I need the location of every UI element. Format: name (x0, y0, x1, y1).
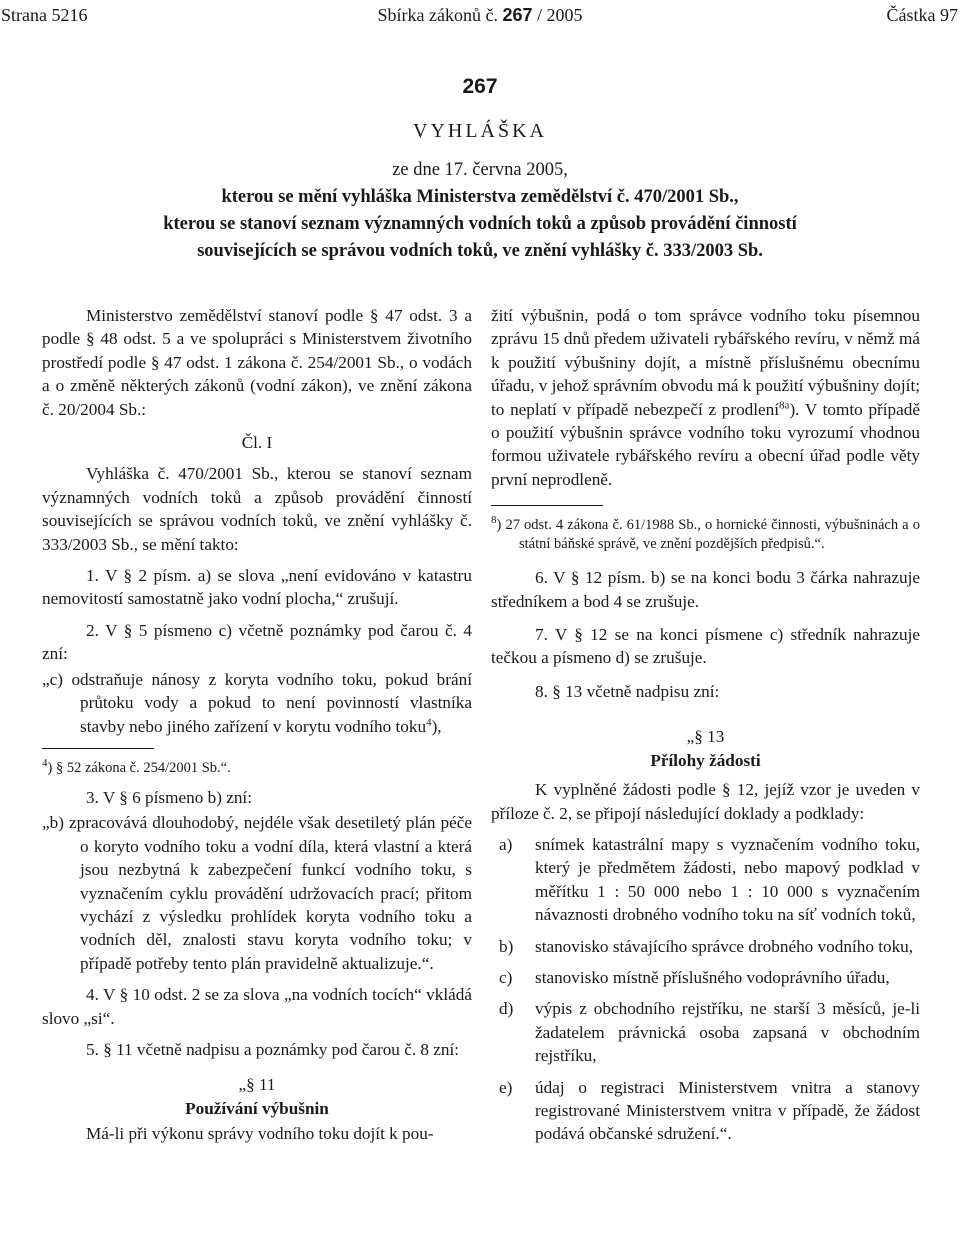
list-item-text: údaj o registraci Ministerstvem vnitra a stanovy registrované Ministerstvem vnitra v případě, že žádost podává občanské sdružení.“. (535, 1077, 920, 1144)
list-item (491, 833, 920, 927)
article-heading: Čl. I (241, 433, 273, 453)
section-11-continuation (491, 304, 920, 491)
running-header (0, 4, 960, 30)
list-item-label: b) (499, 936, 514, 956)
collection-name: Sbírka zákonů č. (377, 5, 498, 25)
continuation-part-a: žití výbušnin, podá o tom správce vodního toku písemnou zprávu 15 dnů předem uživateli rybářského revíru, v němž má k použití výbušniny dojít, a místně příslušnému obecnímu úřadu, v jehož správním obvodu má k použití výbušniny dojít; to neplatí v případě nebezpečí z prodlení (491, 306, 920, 419)
quote-b-label: „b) (42, 813, 64, 833)
section-11-text: Má-li při výkonu správy vodního toku dojít k pou- (86, 1124, 434, 1144)
section-11-title: Používání výbušnin (185, 1098, 329, 1118)
point-2: 2. V § 5 písmeno c) včetně poznámky pod čarou č. 4 zní: (42, 620, 472, 664)
quote-c-end: ), (431, 716, 442, 736)
point-8: 8. § 13 včetně nadpisu zní: (535, 681, 720, 701)
document-subtitle (60, 157, 900, 265)
left-column (42, 304, 472, 1146)
point-1: 1. V § 2 písm. a) se slova „není evidováno v katastru nemovitostí samostatně jako vodní plocha,“ zrušují. (42, 566, 472, 609)
subtitle-line-1: kterou se mění vyhláška Ministerstva zemědělství č. 470/2001 Sb., (221, 187, 739, 207)
footnote-4-mark: 4 (42, 757, 48, 770)
collection-title (0, 4, 960, 27)
subtitle-line-3: souvisejících se správou vodních toků, ve znění vyhlášky č. 333/2003 Sb. (197, 241, 763, 261)
section-11-number: „§ 11 (238, 1075, 276, 1095)
list-item-label: e) (499, 1077, 513, 1097)
subtitle-line-2: kterou se stanoví seznam významných vodních toků a způsob provádění činností (163, 214, 797, 234)
collection-number: 267 (502, 5, 533, 25)
footnote-8-text: 27 odst. 4 zákona č. 61/1988 Sb., o hornické činnosti, výbušninách a o státní báňské správě, ve znění pozdějších předpisů.“. (505, 517, 920, 553)
footnote-8: $^8$) 27 odst. 4 zákona č. 61/1988 Sb., o hornické činnosti, výbušninách a o státní báňské správě, ve znění pozdějších předpisů.“. (491, 514, 920, 553)
list-item-text: snímek katastrální mapy s vyznačením vodního toku, který je předmětem žádosti, nebo mapový podklad v měřítku 1 : 50 000 nebo 1 : 10 000 s vyznačením návaznosti drobného vodního toku na síť vodních toků, (535, 834, 920, 925)
point-6: 6. V § 12 písm. b) se na konci bodu 3 čárka nahrazuje středníkem a bod 4 se zrušuje. (491, 568, 920, 611)
section-13-intro: K vyplněné žádosti podle § 12, jejíž vzor je uveden v příloze č. 2, se připojí následující doklady a podklady: (491, 780, 920, 823)
point-5: 5. § 11 včetně nadpisu a poznámky pod čarou č. 8 zní: (86, 1039, 460, 1059)
list-item-label: d) (499, 999, 514, 1019)
list-item (491, 997, 920, 1067)
quote-b (42, 811, 472, 975)
list-item-text: stanovisko stávajícího správce drobného vodního toku, (535, 936, 914, 956)
footnote-divider-8 (491, 505, 603, 506)
document-number: 267 (462, 75, 498, 98)
attachment-list (491, 833, 920, 1146)
quote-c-label: „c) (42, 669, 63, 689)
quote-c (42, 668, 472, 738)
quote-b-text: zpracovává dlouhodobý, nejdéle však desetiletý plán péče o koryto vodního toku a vodní díla, která vlastní a která jsou nezbytná k zabezpečení funkcí vodního toku, s vyznačením cyklu provádění udržovacích prací; přitom vychází z výsledku prohlídek koryta vodního toku a vodních děl, znalosti stavu koryta vodního toku; v případě potřeby tento plán pravidelně aktualizuje.“. (69, 813, 472, 973)
list-item (491, 966, 920, 989)
footnote-divider (42, 748, 154, 749)
point-4: 4. V § 10 odst. 2 se za slova „na vodních tocích“ vkládá slovo „si“. (42, 985, 472, 1028)
right-column (491, 304, 920, 1146)
continuation-part-b: ). V tomto případě o použití výbušnin správce vodního toku vyrozumí vhodnou formou uživatele rybářského revíru a obecní úřad podle věty první neprodleně. (491, 399, 920, 489)
footnote-8-mark: 8 (491, 514, 497, 527)
page-number: Strana 5216 (1, 5, 88, 25)
list-item-text: výpis z obchodního rejstříku, ne starší 3 měsíců, je-li žadatelem právnická osoba zapsaná v obchodním rejstříku, (535, 999, 920, 1066)
list-item-label: c) (499, 967, 513, 987)
quote-c-text: odstraňuje nánosy z koryta vodního toku, pokud brání průtoku vody a pokud to není povinností vlastníka stavby nebo jiného zařízení v korytu vodního toku (71, 669, 472, 736)
footnote-ref-4: 4 (426, 715, 432, 728)
issue-number: Částka 97 (886, 5, 958, 25)
footnote-4: $^4$) § 52 zákona č. 254/2001 Sb.“. (42, 757, 231, 776)
point-3: 3. V § 6 písmeno b) zní: (86, 787, 252, 807)
intro-paragraph: Ministerstvo zemědělství stanoví podle § 47 odst. 3 a podle § 48 odst. 5 a ve spolupráci s Ministerstvem životního prostředí podle § 47 odst. 1 zákona č. 254/2001 Sb., o vodách a o změně některých zákonů (vodní zákon), ve znění zákona č. 20/2004 Sb.: (42, 306, 472, 419)
footnote-ref-8a: 8a (779, 398, 790, 411)
collection-year: / 2005 (537, 5, 583, 25)
article-intro: Vyhláška č. 470/2001 Sb., kterou se stanoví seznam významných vodních toků a způsob provádění činností souvisejících se správou vodních toků, ve znění vyhlášky č. 333/2003 Sb., se mění takto: (42, 464, 472, 554)
document-date: ze dne 17. června 2005, (392, 160, 568, 180)
list-item-label: a) (499, 834, 513, 854)
footnote-4-text: § 52 zákona č. 254/2001 Sb.“. (55, 759, 231, 776)
section-13-number: „§ 13 (686, 727, 725, 747)
list-item (491, 1076, 920, 1146)
section-13-title: Přílohy žádosti (650, 750, 761, 770)
list-item-text: stanovisko místně příslušného vodoprávního úřadu, (535, 967, 890, 987)
list-item (491, 935, 920, 958)
point-7: 7. V § 12 se na konci písmene c) středník nahrazuje tečkou a písmeno d) se zrušuje. (491, 625, 920, 668)
document-type: VYHLÁŠKA (413, 120, 547, 142)
